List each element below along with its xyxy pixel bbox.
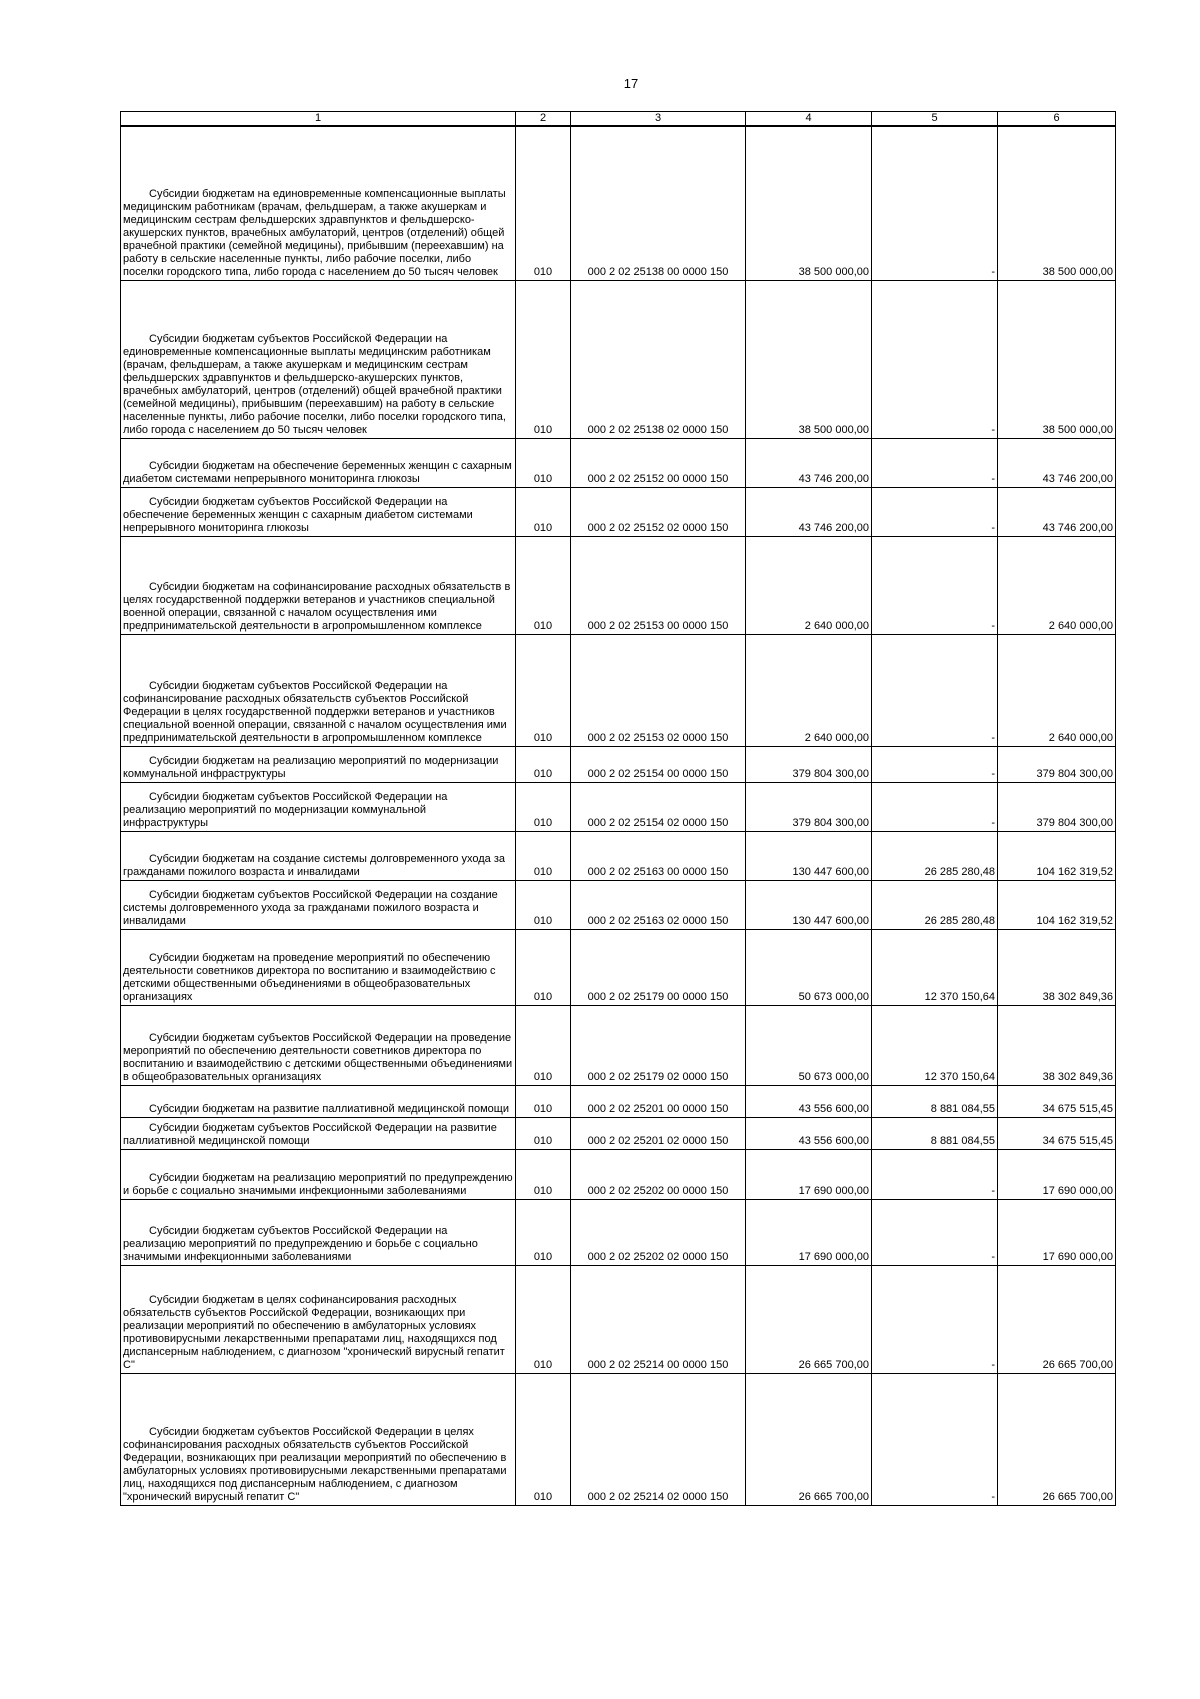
row-approved: 26 665 700,00	[746, 1265, 872, 1373]
table-row	[121, 634, 1116, 746]
row-code: 010	[516, 1373, 571, 1505]
row-kbk: 000 2 02 25201 02 0000 150	[571, 1117, 746, 1149]
row-remaining: 104 162 319,52	[998, 831, 1116, 880]
row-kbk: 000 2 02 25201 00 0000 150	[571, 1085, 746, 1117]
column-header: 6	[998, 112, 1116, 127]
row-code: 010	[516, 1199, 571, 1265]
row-code: 010	[516, 1265, 571, 1373]
row-name: Субсидии бюджетам субъектов Российской Федерации на софинансирование расходных обязательств субъектов Российской Федерации в целях государственной поддержки ветеранов и участников специальной военной операции, связанной с началом осуществления ими предпринимательской деятельности в агропромышленном комплексе	[121, 634, 516, 746]
row-kbk: 000 2 02 25214 02 0000 150	[571, 1373, 746, 1505]
row-kbk: 000 2 02 25153 02 0000 150	[571, 634, 746, 746]
row-name: Субсидии бюджетам субъектов Российской Федерации на создание системы долговременного ухода за гражданами пожилого возраста и инвалидами	[121, 880, 516, 929]
row-remaining: 2 640 000,00	[998, 536, 1116, 634]
row-name: Субсидии бюджетам на единовременные компенсационные выплаты медицинским работникам (врачам, фельдшерам, а также акушеркам и медицинским сестрам фельдшерских здравпунктов и фельдшерско-акушерских пунктов, врачебных амбулаторий, центров (отделений) общей врачебной практики (семейной медицины), прибывшим (переехавшим) на работу в сельские населенные пункты, либо рабочие поселки, либо поселки городского типа, либо города с населением до 50 тысяч человек	[121, 126, 516, 280]
row-kbk: 000 2 02 25179 00 0000 150	[571, 929, 746, 1005]
row-executed: -	[872, 438, 998, 487]
row-name: Субсидии бюджетам на создание системы долговременного ухода за гражданами пожилого возраста и инвалидами	[121, 831, 516, 880]
row-name: Субсидии бюджетам субъектов Российской Федерации на реализацию мероприятий по модернизации коммунальной инфраструктуры	[121, 782, 516, 831]
row-name: Субсидии бюджетам в целях софинансирования расходных обязательств субъектов Российской Федерации, возникающих при реализации мероприятий по обеспечению в амбулаторных условиях противовирусными лекарственными препаратами лиц, находящихся под диспансерным наблюдением, с диагнозом "хронический вирусный гепатит С"	[121, 1265, 516, 1373]
row-approved: 130 447 600,00	[746, 831, 872, 880]
column-header: 2	[516, 112, 571, 127]
row-approved: 2 640 000,00	[746, 536, 872, 634]
row-executed: -	[872, 634, 998, 746]
row-kbk: 000 2 02 25138 00 0000 150	[571, 126, 746, 280]
row-approved: 26 665 700,00	[746, 1373, 872, 1505]
table-row	[121, 880, 1116, 929]
row-code: 010	[516, 536, 571, 634]
row-approved: 43 746 200,00	[746, 438, 872, 487]
row-approved: 379 804 300,00	[746, 782, 872, 831]
row-remaining: 379 804 300,00	[998, 782, 1116, 831]
row-executed: 8 881 084,55	[872, 1085, 998, 1117]
row-name: Субсидии бюджетам на софинансирование расходных обязательств в целях государственной поддержки ветеранов и участников специальной военной операции, связанной с началом осуществления ими предпринимательской деятельности в агропромышленном комплексе	[121, 536, 516, 634]
row-remaining: 2 640 000,00	[998, 634, 1116, 746]
table-row	[121, 831, 1116, 880]
table-row	[121, 1117, 1116, 1149]
row-executed: -	[872, 280, 998, 438]
row-executed: -	[872, 1199, 998, 1265]
row-name: Субсидии бюджетам субъектов Российской Федерации на реализацию мероприятий по предупреждению и борьбе с социально значимыми инфекционными заболеваниями	[121, 1199, 516, 1265]
row-name: Субсидии бюджетам на реализацию мероприятий по предупреждению и борьбе с социально значимыми инфекционными заболеваниями	[121, 1149, 516, 1199]
row-name: Субсидии бюджетам субъектов Российской Федерации в целях софинансирования расходных обязательств субъектов Российской Федерации, возникающих при реализации мероприятий по обеспечению в амбулаторных условиях противовирусными лекарственными препаратами лиц, находящихся под диспансерным наблюдением, с диагнозом "хронический вирусный гепатит С"	[121, 1373, 516, 1505]
row-name: Субсидии бюджетам на реализацию мероприятий по модернизации коммунальной инфраструктуры	[121, 746, 516, 782]
table-row	[121, 536, 1116, 634]
table-row	[121, 1005, 1116, 1085]
row-approved: 38 500 000,00	[746, 280, 872, 438]
row-executed: -	[872, 1149, 998, 1199]
row-approved: 43 556 600,00	[746, 1085, 872, 1117]
row-remaining: 38 500 000,00	[998, 280, 1116, 438]
column-header: 3	[571, 112, 746, 127]
row-code: 010	[516, 487, 571, 536]
row-code: 010	[516, 634, 571, 746]
row-executed: 8 881 084,55	[872, 1117, 998, 1149]
table-row	[121, 1373, 1116, 1505]
page-number: 17	[623, 76, 639, 91]
row-executed: 12 370 150,64	[872, 929, 998, 1005]
table-row	[121, 1085, 1116, 1117]
row-kbk: 000 2 02 25154 02 0000 150	[571, 782, 746, 831]
row-remaining: 43 746 200,00	[998, 487, 1116, 536]
row-approved: 50 673 000,00	[746, 1005, 872, 1085]
row-code: 010	[516, 880, 571, 929]
row-executed: 26 285 280,48	[872, 880, 998, 929]
row-approved: 50 673 000,00	[746, 929, 872, 1005]
row-kbk: 000 2 02 25154 00 0000 150	[571, 746, 746, 782]
row-code: 010	[516, 438, 571, 487]
table-row	[121, 280, 1116, 438]
row-approved: 17 690 000,00	[746, 1149, 872, 1199]
row-executed: -	[872, 536, 998, 634]
header-row	[121, 112, 1116, 127]
column-header: 5	[872, 112, 998, 127]
table-row	[121, 1265, 1116, 1373]
row-approved: 43 556 600,00	[746, 1117, 872, 1149]
row-remaining: 38 302 849,36	[998, 1005, 1116, 1085]
row-code: 010	[516, 126, 571, 280]
row-remaining: 26 665 700,00	[998, 1265, 1116, 1373]
row-name: Субсидии бюджетам субъектов Российской Федерации на обеспечение беременных женщин с сахарным диабетом системами непрерывного мониторинга глюкозы	[121, 487, 516, 536]
row-remaining: 17 690 000,00	[998, 1199, 1116, 1265]
row-kbk: 000 2 02 25163 02 0000 150	[571, 880, 746, 929]
row-approved: 17 690 000,00	[746, 1199, 872, 1265]
table-row	[121, 782, 1116, 831]
row-kbk: 000 2 02 25214 00 0000 150	[571, 1265, 746, 1373]
row-remaining: 26 665 700,00	[998, 1373, 1116, 1505]
row-code: 010	[516, 746, 571, 782]
row-approved: 38 500 000,00	[746, 126, 872, 280]
row-executed: -	[872, 487, 998, 536]
row-kbk: 000 2 02 25202 02 0000 150	[571, 1199, 746, 1265]
row-code: 010	[516, 1117, 571, 1149]
row-kbk: 000 2 02 25152 00 0000 150	[571, 438, 746, 487]
row-code: 010	[516, 929, 571, 1005]
row-executed: -	[872, 746, 998, 782]
row-remaining: 34 675 515,45	[998, 1085, 1116, 1117]
column-header: 4	[746, 112, 872, 127]
row-remaining: 34 675 515,45	[998, 1117, 1116, 1149]
row-name: Субсидии бюджетам субъектов Российской Федерации на развитие паллиативной медицинской помощи	[121, 1117, 516, 1149]
row-kbk: 000 2 02 25179 02 0000 150	[571, 1005, 746, 1085]
table-row	[121, 438, 1116, 487]
row-approved: 379 804 300,00	[746, 746, 872, 782]
row-name: Субсидии бюджетам субъектов Российской Федерации на проведение мероприятий по обеспечению деятельности советников директора по воспитанию и взаимодействию с детскими общественными объединениями в общеобразовательных организациях	[121, 1005, 516, 1085]
row-code: 010	[516, 1005, 571, 1085]
row-executed: -	[872, 782, 998, 831]
row-executed: -	[872, 1373, 998, 1505]
row-kbk: 000 2 02 25202 00 0000 150	[571, 1149, 746, 1199]
row-executed: -	[872, 126, 998, 280]
row-remaining: 38 302 849,36	[998, 929, 1116, 1005]
row-name: Субсидии бюджетам на развитие паллиативной медицинской помощи	[121, 1085, 516, 1117]
row-remaining: 17 690 000,00	[998, 1149, 1116, 1199]
table-row	[121, 1199, 1116, 1265]
row-name: Субсидии бюджетам на проведение мероприятий по обеспечению деятельности советников директора по воспитанию и взаимодействию с детскими общественными объединениями в общеобразовательных организациях	[121, 929, 516, 1005]
row-executed: 12 370 150,64	[872, 1005, 998, 1085]
row-code: 010	[516, 280, 571, 438]
row-remaining: 38 500 000,00	[998, 126, 1116, 280]
table-row	[121, 746, 1116, 782]
row-kbk: 000 2 02 25152 02 0000 150	[571, 487, 746, 536]
row-remaining: 104 162 319,52	[998, 880, 1116, 929]
column-header: 1	[121, 112, 516, 127]
row-name: Субсидии бюджетам субъектов Российской Федерации на единовременные компенсационные выплаты медицинским работникам (врачам, фельдшерам, а также акушеркам и медицинским сестрам фельдшерских здравпунктов и фельдшерско-акушерских пунктов, врачебных амбулаторий, центров (отделений) общей врачебной практики (семейной медицины), прибывшим (переехавшим) на работу в сельские населенные пункты, либо рабочие поселки, либо поселки городского типа, либо города с населением до 50 тысяч человек	[121, 280, 516, 438]
row-remaining: 379 804 300,00	[998, 746, 1116, 782]
row-approved: 2 640 000,00	[746, 634, 872, 746]
table-row	[121, 487, 1116, 536]
budget-table	[120, 111, 1116, 1506]
row-executed: 26 285 280,48	[872, 831, 998, 880]
table-row	[121, 1149, 1116, 1199]
table-row	[121, 126, 1116, 280]
row-executed: -	[872, 1265, 998, 1373]
row-remaining: 43 746 200,00	[998, 438, 1116, 487]
row-approved: 130 447 600,00	[746, 880, 872, 929]
row-code: 010	[516, 1085, 571, 1117]
row-code: 010	[516, 831, 571, 880]
row-kbk: 000 2 02 25153 00 0000 150	[571, 536, 746, 634]
row-kbk: 000 2 02 25138 02 0000 150	[571, 280, 746, 438]
row-code: 010	[516, 1149, 571, 1199]
row-approved: 43 746 200,00	[746, 487, 872, 536]
row-name: Субсидии бюджетам на обеспечение беременных женщин с сахарным диабетом системами непрерывного мониторинга глюкозы	[121, 438, 516, 487]
row-code: 010	[516, 782, 571, 831]
row-kbk: 000 2 02 25163 00 0000 150	[571, 831, 746, 880]
table-row	[121, 929, 1116, 1005]
